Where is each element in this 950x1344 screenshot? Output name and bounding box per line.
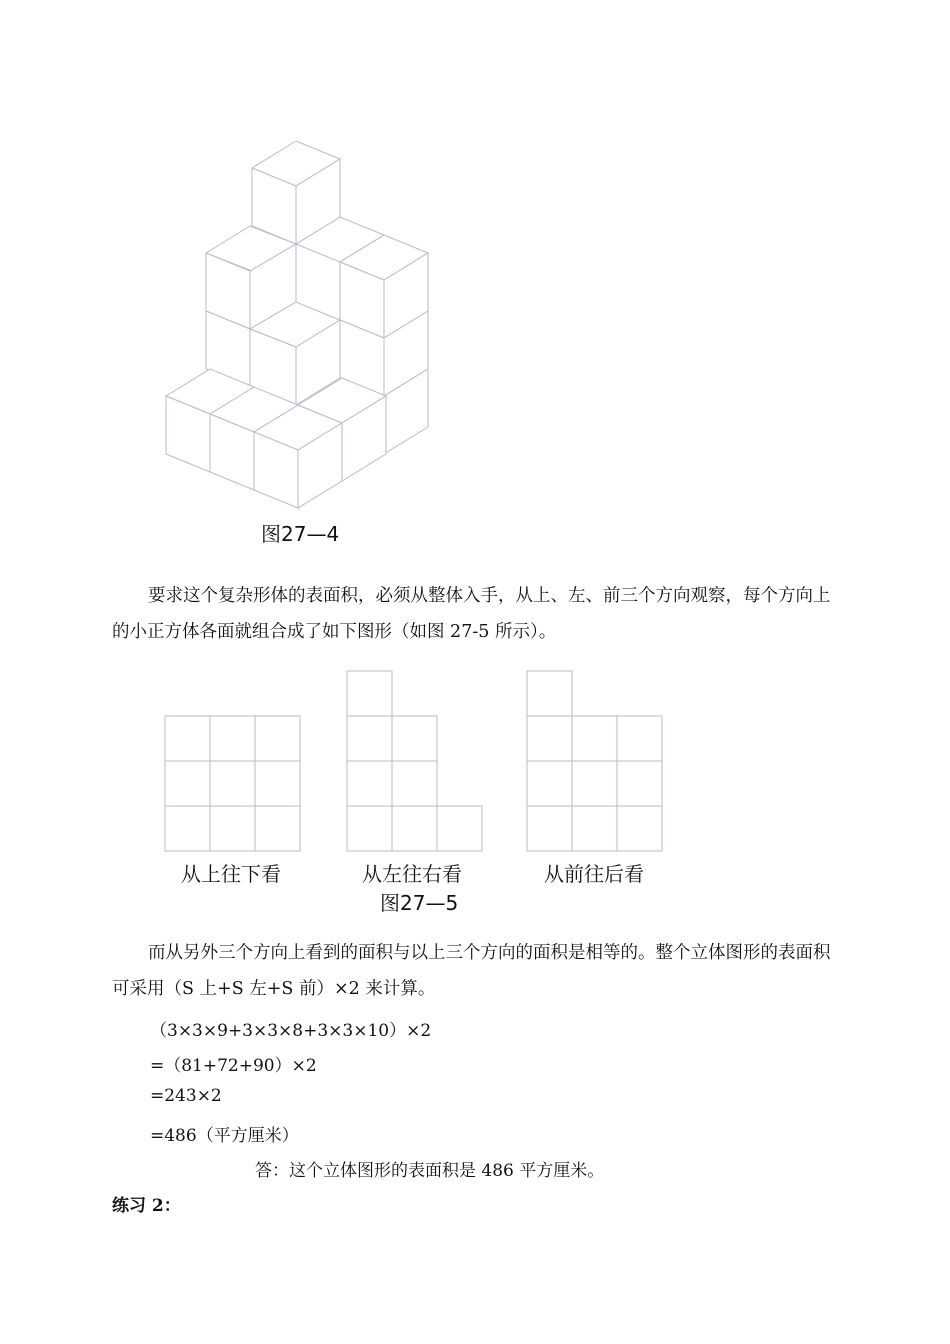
- calc-line-4: =486（平方厘米）: [150, 1126, 299, 1146]
- cube-stack-figure: [150, 130, 440, 520]
- paragraph-method: 而从另外三个方向上看到的面积与以上三个方向的面积是相等的。整个立体图形的表面积可采用（S 上+S 左+S 前）×2 来计算。: [112, 943, 831, 999]
- exercise-heading: 练习 2：: [112, 1196, 181, 1216]
- calc-line-1: （3×3×9+3×3×8+3×3×10）×2: [150, 1021, 432, 1041]
- left-view-grid: [347, 671, 482, 851]
- view-label-top: 从上往下看: [181, 862, 281, 886]
- figure-caption-27-4: 图27—4: [261, 522, 340, 546]
- answer-line: 答：这个立体图形的表面积是 486 平方厘米。: [255, 1161, 605, 1181]
- calc-line-2: =（81+72+90）×2: [150, 1056, 317, 1076]
- top-view-grid: [165, 716, 300, 851]
- figure-caption-27-5: 图27—5: [380, 891, 459, 915]
- view-label-left: 从左往右看: [362, 862, 462, 886]
- view-label-front: 从前往后看: [544, 862, 644, 886]
- paragraph-intro: 要求这个复杂形体的表面积，必须从整体入手，从上、左、前三个方向观察，每个方向上的小正方体各面就组合成了如下图形（如图 27-5 所示）。: [112, 586, 831, 642]
- calc-line-3: =243×2: [150, 1086, 222, 1106]
- front-view-grid: [527, 671, 662, 851]
- orthographic-views-figure: [150, 660, 680, 860]
